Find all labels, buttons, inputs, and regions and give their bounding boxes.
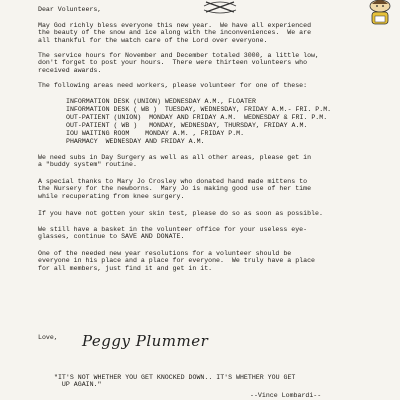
list-item: INFORMATION DESK ( WB ) TUESDAY, WEDNESDAY, FRIDAY A.M.- FRI. P.M. xyxy=(66,106,332,113)
paragraph-day-surgery: We need subs in Day Surgery as well as all other areas, please get in a "buddy system" routine. xyxy=(38,154,312,169)
list-item: PHARMACY WEDNESDAY AND FRIDAY A.M. xyxy=(66,138,205,145)
paragraph-resolutions: One of the needed new year resolutions for a volunteer should be everyone in his place and a place for everyone. We truly have a place for all members, just find it and get in it. xyxy=(38,250,315,272)
paragraph-areas-intro: The following areas need workers, please volunteer for one of these: xyxy=(38,82,308,89)
paragraph-blessing: May God richly bless everyone this new year. We have all experienced the beauty of the snow and ice along with the inconveniences. We are all thankful for the watch care of the Lord over everyone. xyxy=(38,22,312,44)
list-item: OUT-PATIENT ( WB ) MONDAY, WEDNESDAY, THURSDAY, FRIDAY A.M. xyxy=(66,122,308,129)
closing: Love, xyxy=(38,334,58,341)
list-item: IOU WAITING ROOM MONDAY A.M. , FRIDAY P.M. xyxy=(66,130,245,137)
quote-lombardi-author: --Vince Lombardi-- xyxy=(250,392,322,399)
signature: Peggy Plummer xyxy=(82,332,209,350)
paragraph-eyeglasses: We still have a basket in the volunteer office for your useless eye- glasses, continue to SAVE AND DONATE. xyxy=(38,226,308,241)
list-item: OUT-PATIENT (UNION) MONDAY AND FRIDAY A.M. WEDNESDAY & FRI. P.M. xyxy=(66,114,328,121)
paragraph-skin-test: If you have not gotten your skin test, please do so as soon as possible. xyxy=(38,210,323,217)
greeting: Dear Volunteers, xyxy=(38,6,102,13)
paragraph-thanks: A special thanks to Mary Jo Crosley who donated hand made mittens to the Nursery for the newborns. Mary Jo is making good use of her time while recuperating from knee surgery. xyxy=(38,178,312,200)
list-item: INFORMATION DESK (UNION) WEDNESDAY A.M., FLOATER xyxy=(66,98,256,105)
paragraph-service-hours: The service hours for November and December totaled 3000, a little low, don't forget to post your hours. There were thirteen volunteers who received awards. xyxy=(38,52,319,74)
quote-lombardi: "IT'S NOT WHETHER YOU GET KNOCKED DOWN.. IT'S WHETHER YOU GET UP AGAIN." xyxy=(54,374,296,389)
